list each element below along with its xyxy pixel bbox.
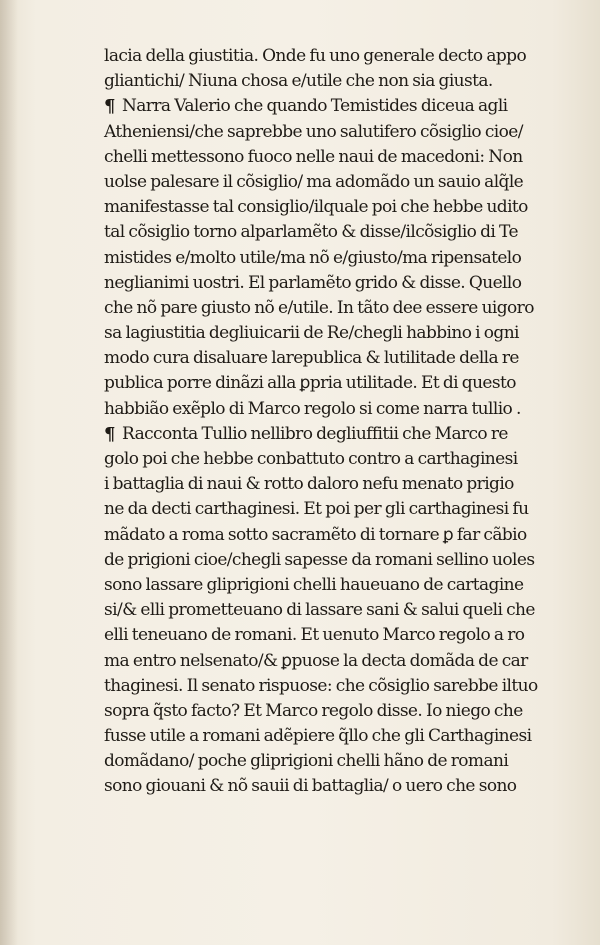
line-text: modo cura disaluare larepublica & lutilitade della re [104,348,519,369]
text-line [104,649,574,674]
text-line [104,749,574,774]
line-text: Racconta Tullio nellibro degliuffitii che Marco re [122,423,508,444]
line-text: Atheniensi/che saprebbe uno salutifero cõsiglio cioe/ [104,121,523,142]
text-line [104,44,574,69]
line-text: mãdato a roma sotto sacramẽto di tornare ꝑ far cãbio [104,524,527,545]
text-line [104,145,574,170]
line-text: de prigioni cioe/chegli sapesse da romani sellino uoles [104,549,535,570]
text-line [104,623,574,648]
line-text: si/& elli prometteuano di lassare sani & salui queli che [104,600,535,621]
line-text: i battaglia di naui & rotto daloro nefu menato prigio [104,474,514,495]
line-text: uolse palesare il cõsiglio/ ma adomãdo un sauio alq̃le [104,171,524,192]
line-text: ma entro nelsenato/& ꝑpuose la decta domãda de car [104,650,528,671]
gutter-shadow [0,0,18,945]
text-line [104,422,574,447]
text-line [104,220,574,245]
text-line [104,573,574,598]
line-text: fusse utile a romani adẽpiere q̃llo che gli Carthaginesi [104,726,532,747]
line-text: sono lassare gliprigioni chelli haueuano de cartagine [104,574,524,595]
line-text: thaginesi. Il senato rispuose: che cõsiglio sarebbe iltuo [104,675,538,696]
text-line [104,94,574,119]
text-line [104,598,574,623]
line-text: domãdano/ poche gliprigioni chelli hãno de romani [104,751,509,772]
text-line [104,371,574,396]
line-text: sopra q̃sto facto? Et Marco regolo disse. Io niego che [104,700,523,721]
text-line [104,447,574,472]
text-block [104,44,574,800]
text-line [104,674,574,699]
text-line [104,69,574,94]
text-line [104,346,574,371]
line-text: neglianimi uostri. El parlamẽto grido & disse. Quello [104,272,522,293]
paragraph-mark: ¶ [104,423,115,445]
text-line [104,271,574,296]
text-line [104,774,574,799]
text-line [104,170,574,195]
text-line [104,523,574,548]
line-text: publica porre dinãzi alla ꝑpria utilitade. Et di questo [104,373,516,394]
text-line [104,321,574,346]
line-text: sa lagiustitia degliuicarii de Re/chegli habbino i ogni [104,323,519,344]
text-line [104,497,574,522]
text-line [104,724,574,749]
paragraph-mark: ¶ [104,96,115,118]
line-text: Narra Valerio che quando Temistides diceua agli [122,96,508,117]
line-text: manifestasse tal consiglio/ilquale poi che hebbe udito [104,197,528,218]
line-text: che nõ pare giusto nõ e/utile. In tãto dee essere uigoro [104,297,534,318]
line-text: elli teneuano de romani. Et uenuto Marco regolo a ro [104,625,525,646]
text-line [104,120,574,145]
line-text: chelli mettessono fuoco nelle naui de macedoni: Non [104,146,523,167]
line-text: sono giouani & nõ sauii di battaglia/ o uero che sono [104,776,517,797]
text-line [104,699,574,724]
line-text: gliantichi/ Niuna chosa e/utile che non sia giusta. [104,71,493,92]
text-line [104,397,574,422]
text-line [104,246,574,271]
line-text: habbião exẽplo di Marco regolo si come narra tullio . [104,398,521,419]
text-line [104,296,574,321]
text-line [104,195,574,220]
line-text: lacia della giustitia. Onde fu uno generale decto appo [104,46,527,66]
line-text: tal cõsiglio torno alparlamẽto & disse/ilcõsiglio di Te [104,222,518,243]
text-line [104,548,574,573]
line-text: golo poi che hebbe conbattuto contro a carthaginesi [104,449,518,469]
line-text: mistides e/molto utile/ma nõ e/giusto/ma ripensatelo [104,247,522,268]
text-line [104,472,574,497]
line-text: ne da decti carthaginesi. Et poi per gli carthaginesi fu [104,499,529,520]
